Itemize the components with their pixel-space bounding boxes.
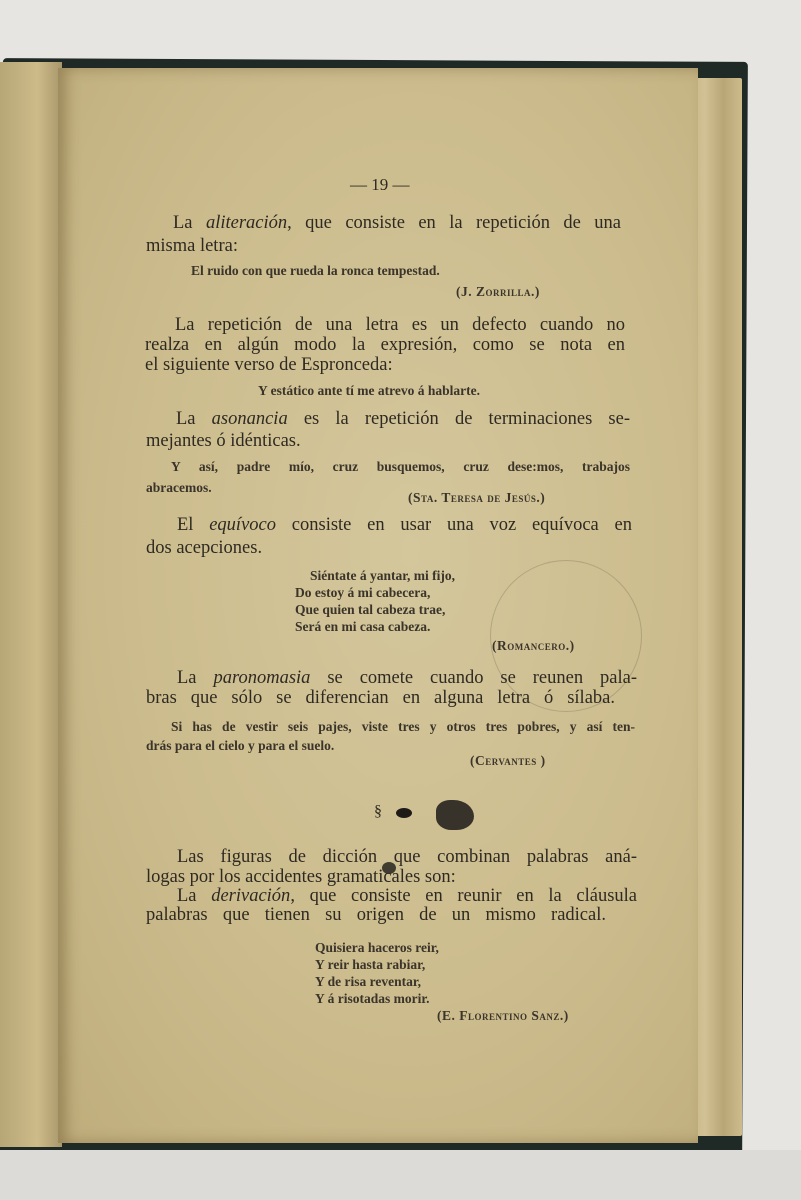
text: , que consiste en reunir en la cláusula	[290, 886, 637, 906]
aliteracion-author: (J. Zorrilla.)	[456, 284, 540, 299]
page-number: — 19 —	[350, 175, 410, 194]
equivoco-line-1	[177, 515, 632, 535]
left-page-edge	[0, 62, 62, 1147]
aliteracion-quote: El ruido con que rueda la ronca tempestad.	[191, 263, 440, 278]
text: La	[173, 213, 206, 233]
equivoco-poem-line: Será en mi casa cabeza.	[295, 619, 431, 634]
asonancia-line-2: mejantes ó idénticas.	[146, 431, 301, 451]
text: consiste en usar una voz equívoca en	[276, 515, 632, 535]
aliteracion-line-1	[173, 213, 621, 233]
derivacion-line-1	[177, 886, 637, 906]
derivacion-poem-line: Quisiera haceros reir,	[315, 940, 439, 955]
asonancia-author: (Sta. Teresa de Jesús.)	[408, 490, 546, 505]
text: , que consiste en la repetición de una	[287, 213, 621, 233]
backdrop	[0, 1150, 801, 1200]
derivacion-author: (E. Florentino Sanz.)	[437, 1008, 569, 1023]
equivoco-line-2: dos acepciones.	[146, 538, 263, 558]
ink-scribble	[436, 800, 474, 830]
section-mark: §	[374, 803, 382, 820]
equivoco-poem-line: Do estoy á mi cabecera,	[295, 585, 431, 600]
equivoco-author: (Romancero.)	[492, 638, 575, 653]
paronomasia-quote-2: drás para el cielo y para el suelo.	[146, 738, 335, 753]
asonancia-quote-1: Y así, padre mío, cruz busquemos, cruz dese:mos, trabajos	[171, 459, 630, 474]
derivacion-poem-line: Y reir hasta rabiar,	[315, 957, 426, 972]
text: es la repetición de terminaciones se-	[287, 409, 630, 429]
derivacion-line-2: palabras que tienen su origen de un mismo radical.	[146, 905, 606, 925]
text: La	[177, 886, 212, 906]
defecto-line-2: realza en algún modo la expresión, como se nota en	[145, 335, 625, 355]
ink-blot	[396, 808, 412, 818]
derivacion-poem-line: Y de risa reventar,	[315, 974, 421, 989]
asonancia-quote-2: abracemos.	[146, 480, 212, 495]
text: El	[177, 515, 210, 535]
asonancia-line-1	[176, 409, 630, 429]
term-paronomasia: paronomasia	[213, 668, 311, 688]
equivoco-poem-line: Siéntate á yantar, mi fijo,	[310, 568, 455, 583]
term-equivoco: equívoco	[209, 515, 276, 535]
text: La	[176, 409, 212, 429]
defecto-quote: Y estático ante tí me atrevo á hablarte.	[258, 383, 480, 398]
figuras-line-1: Las figuras de dicción que combinan palabras aná-	[177, 847, 637, 867]
defecto-line-3: el siguiente verso de Espronceda:	[145, 355, 393, 375]
aliteracion-line-2: misma letra:	[146, 236, 238, 256]
paronomasia-quote-1: Si has de vestir seis pajes, viste tres y otros tres pobres, y así ten-	[171, 719, 635, 734]
defecto-line-1: La repetición de una letra es un defecto cuando no	[175, 315, 625, 335]
term-asonancia: asonancia	[211, 409, 288, 429]
equivoco-poem-line: Que quien tal cabeza trae,	[295, 602, 446, 617]
paronomasia-author: (Cervantes )	[470, 753, 546, 768]
paronomasia-line-1	[177, 668, 637, 688]
derivacion-poem-line: Y á risotadas morir.	[315, 991, 430, 1006]
term-derivacion: derivación	[211, 886, 291, 906]
figuras-line-2: logas por los accidentes gramaticales son:	[146, 867, 456, 887]
text: La	[177, 668, 214, 688]
paronomasia-line-2: bras que sólo se diferencian en alguna letra ó sílaba.	[146, 688, 615, 708]
text: se comete cuando se reunen pala-	[310, 668, 637, 688]
term-aliteracion: aliteración	[205, 213, 288, 233]
